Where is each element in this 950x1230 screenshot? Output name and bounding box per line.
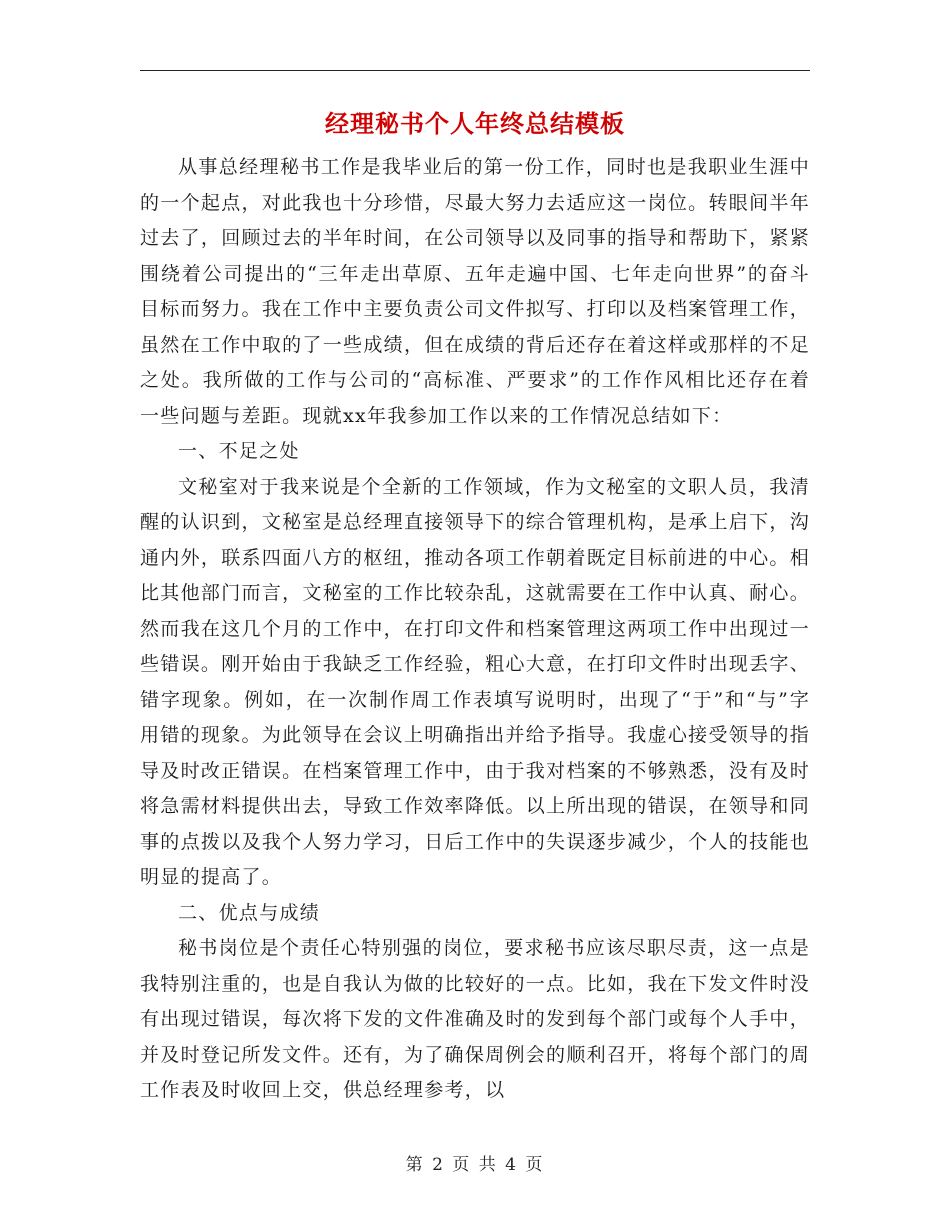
section-heading-strengths: 二、优点与成绩	[178, 901, 321, 924]
page-number: 第 2 页 共 4 页	[405, 1155, 545, 1175]
section-heading-shortcomings: 一、不足之处	[178, 440, 300, 462]
document-body	[140, 150, 810, 1109]
paragraph-intro: 从事总经理秘书工作是我毕业后的第一份工作，同时也是我职业生涯中的一个起点，对此我也十分珍惜，尽最大努力去适应这一岗位。转眼间半年过去了，回顾过去的半年时间，在公司领导以及同事的指导和帮助下，紧紧围绕着公司提出的“三年走出草原、五年走遍中国、七年走向世界”的奋斗目标而努力。我在工作中主要负责公司文件拟写、打印以及档案管理工作，虽然在工作中取的了一些成绩，但在成绩的背后还存在着这样或那样的不足之处。我所做的工作与公司的“高标准、严要求”的工作作风相比还存在着一些问题与差距。现就xx年我参加工作以来的工作情况总结如下：	[140, 156, 810, 427]
document-title: 经理秘书个人年终总结模板	[325, 109, 625, 138]
paragraph-strengths: 秘书岗位是个责任心特别强的岗位，要求秘书应该尽职尽责，这一点是我特别注重的，也是自我认为做的比较好的一点。比如，我在下发文件时没有出现过错误，每次将下发的文件准确及时的发到每个部门或每个人手中，并及时登记所发文件。还有，为了确保周例会的顺利召开，将每个部门的周工作表及时收回上交，供总经理参考，以	[140, 937, 810, 1101]
header-rule	[140, 70, 810, 71]
paragraph-shortcomings: 文秘室对于我来说是个全新的工作领域，作为文秘室的文职人员，我清醒的认识到，文秘室是总经理直接领导下的综合管理机构，是承上启下，沟通内外，联系四面八方的枢纽，推动各项工作朝着既定目标前进的中心。相比其他部门而言，文秘室的工作比较杂乱，这就需要在工作中认真、耐心。然而我在这几个月的工作中，在打印文件和档案管理这两项工作中出现过一些错误。刚开始由于我缺乏工作经验，粗心大意，在打印文件时出现丢字、错字现象。例如，在一次制作周工作表填写说明时，出现了“于”和“与”字用错的现象。为此领导在会议上明确指出并给予指导。我虚心接受领导的指导及时改正错误。在档案管理工作中，由于我对档案的不够熟悉，没有及时将急需材料提供出去，导致工作效率降低。以上所出现的错误，在领导和同事的点拨以及我个人努力学习，日后工作中的失误逐步减少，个人的技能也明显的提高了。	[140, 475, 810, 888]
